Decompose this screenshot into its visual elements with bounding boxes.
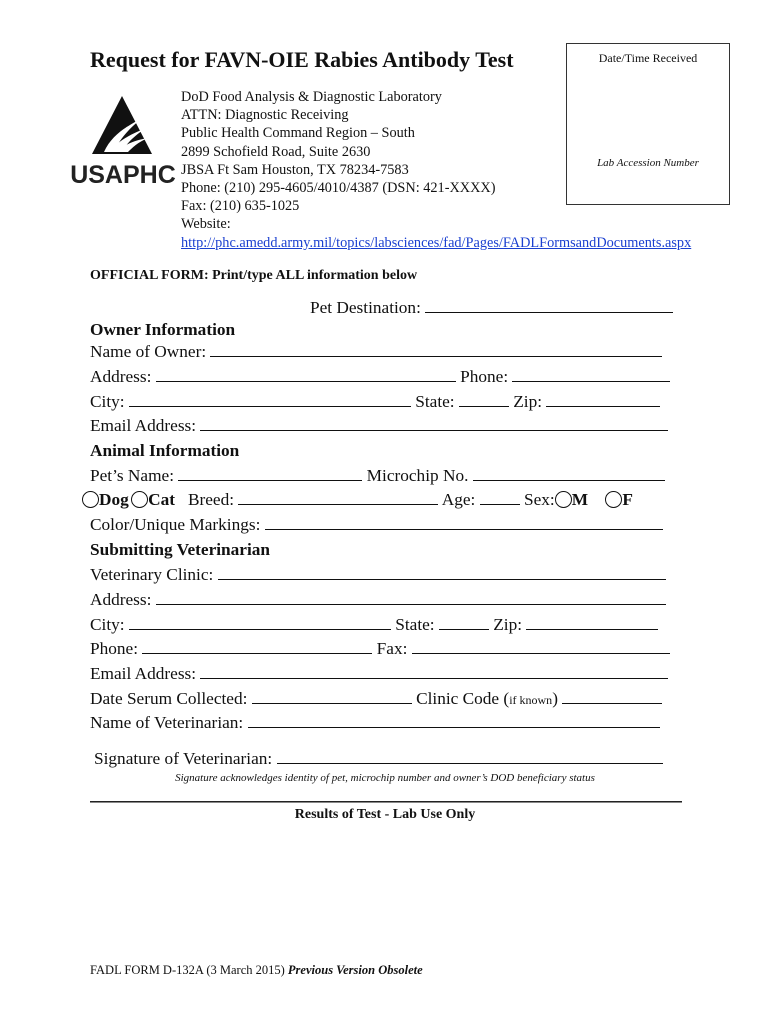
address-line: 2899 Schofield Road, Suite 2630: [181, 143, 371, 160]
vet-address-field[interactable]: [156, 589, 666, 605]
owner-state-label: State:: [415, 392, 455, 411]
clinic-code-note: if known: [509, 693, 553, 707]
address-line: Website:: [181, 216, 231, 233]
owner-zip-field[interactable]: [546, 391, 660, 407]
cat-radio[interactable]: [131, 491, 148, 508]
age-field[interactable]: [480, 489, 520, 505]
pet-name-label: Pet’s Name:: [90, 466, 174, 485]
signature-row: [94, 748, 694, 770]
address-line: Public Health Command Region – South: [181, 125, 415, 142]
logo-text: USAPHC: [70, 161, 176, 188]
breed-label: Breed:: [187, 490, 235, 509]
address-line: Phone: (210) 295-4605/4010/4387 (DSN: 421-XXXX): [181, 180, 496, 197]
obsolete-note: Previous Version Obsolete: [287, 963, 423, 977]
vet-phone-row: [90, 638, 690, 660]
date-serum-label: Date Serum Collected:: [90, 689, 248, 708]
male-label: M: [571, 490, 589, 509]
owner-city-row: [90, 391, 690, 413]
clinic-code-label: Clinic Code (: [416, 689, 510, 708]
owner-name-label: Name of Owner:: [90, 342, 207, 361]
owner-name-field[interactable]: [210, 341, 662, 357]
clinic-code-field[interactable]: [562, 688, 662, 704]
owner-address-label: Address:: [90, 367, 152, 386]
official-form-instruction: : Print/type ALL information below: [203, 268, 418, 283]
vet-city-field[interactable]: [129, 614, 391, 630]
form-footer: [90, 963, 423, 978]
vet-email-field[interactable]: [200, 663, 668, 679]
vet-clinic-label: Veterinary Clinic:: [90, 565, 214, 584]
owner-state-field[interactable]: [459, 391, 509, 407]
owner-address-field[interactable]: [156, 366, 456, 382]
vet-address-row: [90, 589, 690, 611]
website-link[interactable]: http://phc.amedd.army.mil/topics/labsciences/fad/Pages/FADLFormsandDocuments.aspx: [181, 234, 692, 251]
vet-name-field[interactable]: [248, 712, 660, 728]
age-label: Age:: [441, 490, 476, 509]
date-serum-field[interactable]: [252, 688, 412, 704]
sex-label: Sex:: [523, 490, 555, 509]
official-form-note: [90, 268, 417, 284]
date-serum-row: [90, 688, 690, 710]
owner-phone-field[interactable]: [512, 366, 670, 382]
color-markings-label: Color/Unique Markings:: [90, 515, 261, 534]
female-radio[interactable]: [605, 491, 622, 508]
lab-address-block: [181, 88, 691, 252]
owner-name-row: [90, 341, 690, 363]
vet-zip-field[interactable]: [526, 614, 658, 630]
dog-label: Dog: [99, 490, 129, 509]
pet-name-field[interactable]: [178, 465, 362, 481]
owner-email-label: Email Address:: [90, 416, 197, 435]
microchip-field[interactable]: [473, 465, 665, 481]
owner-city-field[interactable]: [129, 391, 411, 407]
clinic-code-close: ): [552, 689, 558, 708]
address-line: ATTN: Diagnostic Receiving: [181, 107, 349, 124]
form-title: Request for FAVN-OIE Rabies Antibody Test: [90, 47, 514, 72]
form-id: FADL FORM D-132A (3 March 2015): [90, 963, 288, 977]
vet-clinic-field[interactable]: [218, 564, 666, 580]
pet-destination-field[interactable]: [425, 297, 673, 313]
male-radio[interactable]: [555, 491, 572, 508]
pet-destination-label: Pet Destination:: [310, 298, 421, 317]
female-label: F: [622, 490, 633, 509]
vet-fax-label: Fax:: [376, 639, 408, 658]
address-line: Fax: (210) 635-1025: [181, 198, 300, 215]
color-markings-row: [90, 514, 690, 536]
pet-destination-row: [310, 297, 690, 319]
section-divider: [90, 801, 682, 803]
vet-city-row: [90, 614, 690, 636]
signature-note: Signature acknowledges identity of pet, microchip number and owner’s DOD beneficiary status: [175, 772, 595, 784]
signature-label: Signature of Veterinarian:: [94, 749, 273, 768]
vet-state-field[interactable]: [439, 614, 489, 630]
species-row: [82, 489, 692, 511]
vet-email-row: [90, 663, 690, 685]
vet-address-label: Address:: [90, 590, 152, 609]
vet-email-label: Email Address:: [90, 664, 197, 683]
owner-city-label: City:: [90, 392, 125, 411]
lab-accession-label: Lab Accession Number: [597, 157, 699, 169]
vet-city-label: City:: [90, 615, 125, 634]
pet-name-row: [90, 465, 690, 487]
dog-radio[interactable]: [82, 491, 99, 508]
vet-phone-label: Phone:: [90, 639, 139, 658]
usaphc-logo: [68, 94, 178, 188]
vet-zip-label: Zip:: [493, 615, 523, 634]
vet-name-label: Name of Veterinarian:: [90, 713, 244, 732]
datetime-received-label: Date/Time Received: [598, 51, 698, 65]
owner-phone-label: Phone:: [460, 367, 509, 386]
submitting-veterinarian-header: Submitting Veterinarian: [90, 540, 271, 559]
breed-field[interactable]: [238, 489, 438, 505]
owner-email-row: [90, 415, 690, 437]
vet-phone-field[interactable]: [142, 638, 372, 654]
vet-fax-field[interactable]: [412, 638, 670, 654]
microchip-label: Microchip No.: [366, 466, 469, 485]
animal-information-header: Animal Information: [90, 441, 240, 460]
owner-address-row: [90, 366, 690, 388]
vet-clinic-row: [90, 564, 690, 586]
color-markings-field[interactable]: [265, 514, 663, 530]
results-lab-use-label: Results of Test - Lab Use Only: [294, 807, 476, 822]
owner-email-field[interactable]: [200, 415, 668, 431]
address-line: JBSA Ft Sam Houston, TX 78234-7583: [181, 161, 409, 178]
owner-zip-label: Zip:: [513, 392, 543, 411]
owner-information-header: Owner Information: [90, 320, 236, 339]
cat-label: Cat: [148, 490, 175, 509]
vet-name-row: [90, 712, 690, 734]
vet-state-label: State:: [395, 615, 435, 634]
signature-field[interactable]: [277, 748, 663, 764]
address-line: DoD Food Analysis & Diagnostic Laboratory: [181, 89, 442, 105]
official-form-label: OFFICIAL FORM: [90, 268, 204, 283]
